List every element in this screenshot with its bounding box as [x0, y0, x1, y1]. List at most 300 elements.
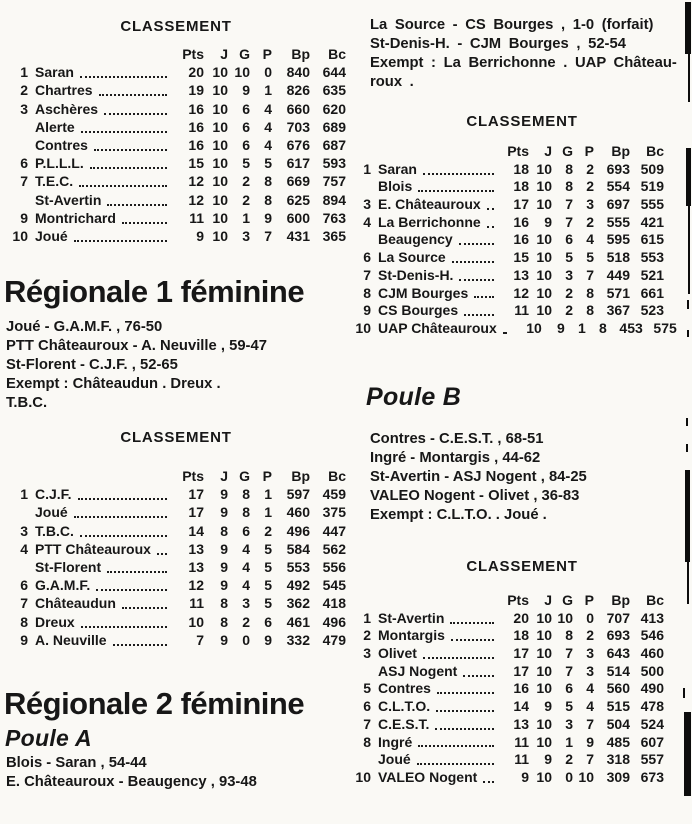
stat-cell: 5 [565, 698, 573, 715]
result-line: Exempt : C.L.T.O. . Joué . [370, 507, 547, 523]
stat-cell: 478 [640, 698, 664, 715]
result-line: T.B.C. [6, 395, 48, 411]
stat-cell: 8 [565, 178, 573, 195]
stat-cell: 0 [586, 609, 594, 626]
stat-cell: 6 [242, 522, 250, 539]
stat-cell: 9 [544, 213, 552, 230]
stat-cell: 644 [322, 64, 346, 81]
column-header: Pts [182, 46, 204, 62]
scan-artifact [685, 470, 690, 562]
stat-cell: 10 [536, 733, 552, 750]
rank-cell: 9 [20, 209, 28, 226]
stat-cell: 8 [242, 504, 250, 521]
table-row [352, 716, 664, 734]
dot-leader [503, 330, 507, 334]
results-poule-a [6, 754, 346, 792]
rank-cell: 3 [363, 645, 371, 662]
table-row [352, 214, 664, 232]
scan-artifact [687, 562, 689, 604]
table-row [352, 680, 664, 698]
dot-leader [459, 277, 494, 281]
stat-cell: 10 [536, 627, 552, 644]
dot-leader [157, 551, 167, 555]
column-header: G [239, 46, 250, 62]
team-cell: Contres [35, 136, 88, 153]
stat-cell: 19 [188, 82, 204, 99]
stat-cell: 431 [286, 227, 310, 244]
stat-cell: 0 [264, 64, 272, 81]
stat-cell: 509 [640, 160, 664, 177]
stat-cell: 8 [586, 302, 594, 319]
dot-leader [122, 220, 167, 224]
stat-cell: 4 [586, 231, 594, 248]
team-cell: St-Avertin [35, 191, 102, 208]
dot-leader [483, 779, 494, 783]
table-row [6, 210, 346, 228]
stat-cell: 7 [586, 751, 594, 768]
stat-cell: 10 [526, 319, 542, 336]
table-row [6, 559, 346, 577]
column-header: J [220, 46, 228, 62]
stat-cell: 10 [536, 302, 552, 319]
stat-cell: 826 [286, 82, 310, 99]
classement-title-4: CLASSEMENT [466, 558, 578, 575]
stat-cell: 16 [188, 100, 204, 117]
stat-cell: 9 [220, 540, 228, 557]
stat-cell: 8 [598, 319, 607, 336]
dot-leader [450, 620, 494, 624]
stat-cell: 4 [586, 680, 594, 697]
stat-cell: 519 [640, 178, 664, 195]
dot-leader [474, 294, 494, 298]
dot-leader [107, 569, 167, 573]
scan-artifact [687, 330, 689, 337]
stat-cell: 375 [322, 504, 346, 521]
column-header: J [220, 468, 228, 484]
stat-cell: 460 [640, 645, 664, 662]
column-header: Bp [611, 143, 630, 159]
stat-cell: 4 [242, 558, 250, 575]
stat-cell: 2 [565, 751, 573, 768]
dot-leader [437, 690, 494, 694]
stat-cell: 8 [264, 173, 272, 190]
stat-cell: 16 [513, 680, 529, 697]
rank-cell: 1 [363, 609, 371, 626]
team-cell: Montargis [378, 627, 445, 644]
stat-cell: 8 [220, 595, 228, 612]
stat-cell: 7 [565, 662, 573, 679]
stat-cell: 615 [640, 231, 664, 248]
team-cell: T.E.C. [35, 173, 74, 190]
table-row [352, 751, 664, 769]
stat-cell: 553 [286, 558, 310, 575]
team-cell: Chartres [35, 82, 93, 99]
dot-leader [90, 165, 167, 169]
table-row [352, 734, 664, 752]
stat-cell: 8 [220, 613, 228, 630]
result-line: roux . [370, 74, 414, 90]
stat-cell: 14 [188, 522, 204, 539]
stat-cell: 5 [264, 595, 272, 612]
stat-cell: 504 [606, 715, 630, 732]
stat-cell: 4 [264, 136, 272, 153]
stat-cell: 571 [606, 284, 630, 301]
rank-cell: 3 [20, 522, 28, 539]
dot-leader [81, 624, 167, 628]
stat-cell: 6 [242, 100, 250, 117]
stat-cell: 460 [286, 504, 310, 521]
rank-cell: 10 [12, 227, 28, 244]
result-line: St-Florent - C.J.F. , 52-65 [6, 357, 178, 373]
stat-cell: 10 [212, 227, 228, 244]
stat-cell: 10 [536, 249, 552, 266]
scan-artifact [686, 148, 691, 206]
stat-cell: 661 [640, 284, 664, 301]
table-row [6, 541, 346, 559]
team-cell: G.A.M.F. [35, 577, 91, 594]
stat-cell: 3 [586, 662, 594, 679]
rank-cell: 8 [20, 613, 28, 630]
rank-cell: 2 [363, 627, 371, 644]
stat-cell: 693 [606, 627, 630, 644]
stat-cell: 9 [242, 82, 250, 99]
dot-leader [459, 241, 494, 245]
poule-a-heading: Poule A [5, 725, 92, 751]
stat-cell: 763 [322, 209, 346, 226]
stat-cell: 840 [286, 64, 310, 81]
stat-cell: 17 [513, 645, 529, 662]
standings-table-regionale1-masculine [6, 46, 346, 246]
rank-cell: 3 [363, 196, 371, 213]
table-row [6, 614, 346, 632]
column-header: Bp [291, 46, 310, 62]
table-row [6, 64, 346, 82]
classement-title-1: CLASSEMENT [120, 18, 232, 35]
table-row [6, 173, 346, 191]
table-row [352, 196, 664, 214]
stat-cell: 562 [322, 540, 346, 557]
dot-leader [451, 637, 494, 641]
stat-cell: 10 [234, 64, 250, 81]
table-row [6, 228, 346, 246]
stat-cell: 309 [606, 768, 630, 785]
dot-leader [94, 147, 167, 151]
stat-cell: 10 [536, 609, 552, 626]
table-row [352, 249, 664, 267]
stat-cell: 7 [264, 227, 272, 244]
column-header: Pts [507, 592, 529, 608]
stat-cell: 9 [220, 558, 228, 575]
stat-cell: 20 [513, 609, 529, 626]
team-cell: Dreux [35, 613, 75, 630]
scan-artifact [688, 206, 690, 294]
stat-cell: 5 [264, 155, 272, 172]
stat-cell: 1 [242, 209, 250, 226]
stat-cell: 757 [322, 173, 346, 190]
table-row [6, 595, 346, 613]
stat-cell: 554 [606, 178, 630, 195]
stat-cell: 12 [188, 577, 204, 594]
result-line: PTT Châteauroux - A. Neuville , 59-47 [6, 338, 267, 354]
dot-leader [418, 188, 494, 192]
stat-cell: 15 [513, 249, 529, 266]
stat-cell: 9 [220, 577, 228, 594]
stat-cell: 12 [188, 173, 204, 190]
team-cell: Olivet [378, 645, 417, 662]
stat-cell: 10 [536, 662, 552, 679]
stat-cell: 9 [264, 209, 272, 226]
stat-cell: 546 [640, 627, 664, 644]
dot-leader [423, 655, 494, 659]
rank-cell: 7 [363, 715, 371, 732]
stat-cell: 485 [606, 733, 630, 750]
rank-cell: 6 [363, 249, 371, 266]
table-row [352, 627, 664, 645]
table-row [352, 178, 664, 196]
dot-leader [96, 587, 167, 591]
team-cell: PTT Châteauroux [35, 540, 151, 557]
stat-cell: 3 [565, 266, 573, 283]
stat-cell: 518 [606, 249, 630, 266]
stat-cell: 4 [242, 540, 250, 557]
stat-cell: 515 [606, 698, 630, 715]
result-line: VALEO Nogent - Olivet , 36-83 [370, 488, 580, 504]
dot-leader [99, 92, 167, 96]
stat-cell: 16 [188, 136, 204, 153]
stat-cell: 14 [513, 698, 529, 715]
column-header: Pts [182, 468, 204, 484]
rank-cell: 2 [20, 82, 28, 99]
table-header-row [6, 46, 346, 64]
scan-artifact [686, 444, 688, 452]
stat-cell: 6 [264, 613, 272, 630]
dot-leader [74, 514, 167, 518]
stat-cell: 449 [606, 266, 630, 283]
stat-cell: 362 [286, 595, 310, 612]
stat-cell: 418 [322, 595, 346, 612]
column-header: Bc [646, 592, 664, 608]
table-row [352, 663, 664, 681]
result-line: St-Denis-H. - CJM Bourges , 52-54 [370, 36, 626, 52]
stat-cell: 13 [513, 715, 529, 732]
stat-cell: 10 [212, 155, 228, 172]
section-heading-regionale-1-feminine: Régionale 1 féminine [4, 274, 305, 309]
stat-cell: 2 [565, 302, 573, 319]
stat-cell: 10 [578, 768, 594, 785]
stat-cell: 18 [513, 627, 529, 644]
stat-cell: 9 [586, 733, 594, 750]
stat-cell: 332 [286, 631, 310, 648]
team-cell: Joué [35, 504, 68, 521]
stat-cell: 7 [565, 196, 573, 213]
result-line: St-Avertin - ASJ Nogent , 84-25 [370, 469, 587, 485]
stat-cell: 7 [586, 715, 594, 732]
team-cell: Contres [378, 680, 431, 697]
scan-artifact [687, 300, 689, 309]
team-cell: P.L.L.L. [35, 155, 84, 172]
stat-cell: 1 [577, 319, 586, 336]
column-header: P [584, 143, 594, 159]
stat-cell: 635 [322, 82, 346, 99]
stat-cell: 318 [606, 751, 630, 768]
stat-cell: 10 [536, 715, 552, 732]
rank-cell: 6 [363, 698, 371, 715]
stat-cell: 687 [322, 136, 346, 153]
stat-cell: 524 [640, 715, 664, 732]
dot-leader [384, 603, 494, 605]
stat-cell: 8 [264, 191, 272, 208]
stat-cell: 5 [264, 577, 272, 594]
stat-cell: 2 [242, 173, 250, 190]
column-header: Bc [328, 46, 346, 62]
result-line: Exempt : La Berrichonne . UAP Château- [370, 55, 677, 71]
team-cell: Beaugency [378, 231, 453, 248]
stat-cell: 9 [264, 631, 272, 648]
table-row [352, 645, 664, 663]
stat-cell: 0 [242, 631, 250, 648]
team-cell: Montrichard [35, 209, 116, 226]
dot-leader [436, 708, 494, 712]
dot-leader [464, 312, 494, 316]
stat-cell: 617 [286, 155, 310, 172]
stat-cell: 10 [536, 160, 552, 177]
scan-artifact [683, 688, 685, 698]
stat-cell: 17 [188, 504, 204, 521]
stat-cell: 620 [322, 100, 346, 117]
stat-cell: 660 [286, 100, 310, 117]
stat-cell: 12 [513, 284, 529, 301]
rank-cell: 10 [355, 319, 371, 336]
team-cell: C.E.S.T. [378, 715, 430, 732]
dot-leader [417, 761, 494, 765]
stat-cell: 10 [536, 231, 552, 248]
stat-cell: 676 [286, 136, 310, 153]
stat-cell: 10 [212, 191, 228, 208]
stat-cell: 7 [565, 645, 573, 662]
stat-cell: 6 [242, 136, 250, 153]
table-row [6, 577, 346, 595]
stat-cell: 521 [640, 266, 664, 283]
stat-cell: 10 [188, 613, 204, 630]
team-cell: CJM Bourges [378, 284, 469, 301]
dot-leader [107, 202, 167, 206]
dot-leader [79, 183, 167, 187]
rank-cell: 4 [363, 213, 371, 230]
stat-cell: 1 [264, 504, 272, 521]
stat-cell: 11 [189, 209, 204, 226]
stat-cell: 11 [514, 302, 529, 319]
table-row [6, 101, 346, 119]
stat-cell: 10 [536, 178, 552, 195]
dot-leader [78, 496, 167, 500]
stat-cell: 500 [640, 662, 664, 679]
stat-cell: 10 [536, 284, 552, 301]
stat-cell: 17 [188, 486, 204, 503]
classement-title-3: CLASSEMENT [466, 113, 578, 130]
stat-cell: 9 [220, 504, 228, 521]
column-header: J [544, 143, 552, 159]
team-cell: E. Châteauroux [378, 196, 481, 213]
rank-cell: 8 [363, 733, 371, 750]
rank-cell: 7 [20, 595, 28, 612]
stat-cell: 5 [264, 558, 272, 575]
table-row [6, 119, 346, 137]
stat-cell: 367 [606, 302, 630, 319]
rank-cell: 6 [20, 577, 28, 594]
column-header: Bp [611, 592, 630, 608]
stat-cell: 6 [565, 231, 573, 248]
team-cell: La Berrichonne [378, 213, 481, 230]
stat-cell: 447 [322, 522, 346, 539]
team-cell: ASJ Nogent [378, 662, 458, 679]
stat-cell: 707 [606, 609, 630, 626]
stat-cell: 461 [286, 613, 310, 630]
dot-leader [80, 533, 167, 537]
stat-cell: 496 [286, 522, 310, 539]
rank-cell: 10 [355, 768, 371, 785]
stat-cell: 4 [242, 577, 250, 594]
stat-cell: 600 [286, 209, 310, 226]
stat-cell: 2 [565, 284, 573, 301]
stat-cell: 9 [521, 768, 529, 785]
stat-cell: 7 [565, 213, 573, 230]
rank-cell: 9 [363, 302, 371, 319]
stat-cell: 17 [513, 196, 529, 213]
team-cell: Joué [378, 751, 411, 768]
section-heading-regionale-2-feminine: Régionale 2 féminine [4, 686, 305, 721]
stat-cell: 5 [565, 249, 573, 266]
stat-cell: 453 [619, 319, 643, 336]
stat-cell: 10 [212, 173, 228, 190]
stat-cell: 2 [586, 160, 594, 177]
dot-leader [435, 726, 494, 730]
stat-cell: 555 [640, 196, 664, 213]
stat-cell: 18 [513, 178, 529, 195]
dot-leader [113, 642, 167, 646]
stat-cell: 673 [640, 768, 664, 785]
rank-cell: 7 [363, 266, 371, 283]
table-row [352, 285, 664, 303]
stat-cell: 12 [188, 191, 204, 208]
stat-cell: 9 [196, 227, 204, 244]
team-cell: Alerte [35, 118, 75, 135]
dot-leader [41, 479, 167, 481]
results-regionale1-masculine-top [370, 16, 677, 92]
result-line: Ingré - Montargis , 44-62 [370, 450, 541, 466]
stat-cell: 693 [606, 160, 630, 177]
result-line: Exempt : Châteaudun . Dreux . [6, 376, 221, 392]
stat-cell: 9 [544, 751, 552, 768]
stat-cell: 545 [322, 577, 346, 594]
dot-leader [487, 224, 494, 228]
stat-cell: 5 [586, 249, 594, 266]
team-cell: VALEO Nogent [378, 768, 478, 785]
stat-cell: 3 [565, 715, 573, 732]
team-cell: T.B.C. [35, 522, 74, 539]
team-cell: C.L.T.O. [378, 698, 431, 715]
team-cell: St-Florent [35, 558, 102, 575]
stat-cell: 556 [322, 558, 346, 575]
team-cell: UAP Châteauroux [378, 319, 497, 336]
column-header: P [584, 592, 594, 608]
column-header: G [562, 143, 573, 159]
dot-leader [122, 605, 167, 609]
scan-artifact [688, 54, 690, 102]
dot-leader [80, 74, 167, 78]
stat-cell: 7 [586, 266, 594, 283]
team-cell: Blois [378, 178, 413, 195]
dot-leader [104, 111, 167, 115]
